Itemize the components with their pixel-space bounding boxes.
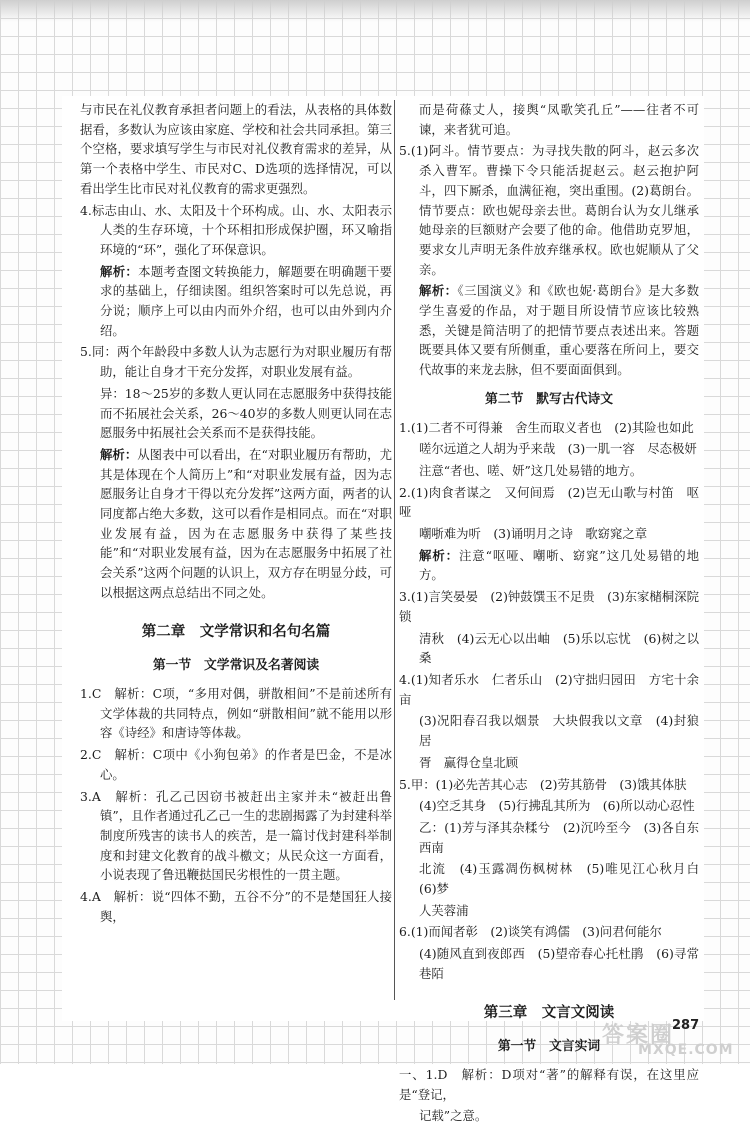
paragraph: 与市民在礼仪教育承担者问题上的看法，从表格的具体数据看，多数认为应该由家庭、学校和社会共同承担。第三个空格，要求填写学生与市民对礼仪教育需求的差异，从第一个表格中学生、市民对C、D选项的选择情况，可以看出学生比市民对礼仪教育的需求更强烈。	[80, 102, 392, 196]
right-column	[399, 100, 712, 1128]
answer-line: (4)空乏其身 (5)行拂乱其所为 (6)所以动心忍性	[419, 798, 695, 814]
answer-line: 嘲哳难为听 (3)诵明月之诗 歌窈窕之章	[419, 526, 648, 542]
chapter-heading: 第三章 文言文阅读	[483, 1004, 615, 1021]
analysis-label: 解析：	[419, 547, 459, 563]
question-4-cont: 而是荷蓧丈人，接舆“凤歌笑孔丘”——往者不可谏，来者犹可追。	[419, 102, 699, 137]
answer-line: (4)随风直到夜郎西 (5)望帝春心托杜鹃 (6)寻常巷陌	[419, 946, 699, 981]
scan-edge-shadow	[0, 0, 750, 22]
answer-5: 5.(1)阿斗。情节要点：为寻找失散的阿斗，赵云多次杀入曹军。曹操下令只能活捉赵云。赵云抱护阿斗，四下厮杀，血满征袍，突出重围。(2)葛朗台。情节要点：欧也妮母亲去世。葛朗台认为女儿继承她母亲的巨额财产会要了他的命。他借助克罗旭，要求女儿声明无条件放弃继承权。欧也妮顺从了父亲。	[399, 143, 699, 277]
answer-line: 嗟尔远道之人胡为乎来哉 (3)一肌一容 尽态极妍	[419, 441, 697, 457]
section-heading: 第二节 默写古代诗文	[485, 391, 613, 407]
question-1: 1.C 解析：C项，“多用对偶，骈散相间”不是前述所有文学体裁的共同特点，例如“骈散相间”就不能用以形容《诗经》和唐诗等体裁。	[80, 685, 392, 741]
watermark-logo	[602, 1018, 742, 1062]
question-4: 4.A 解析：说“四体不勤，五谷不分”的不是楚国狂人接舆，	[80, 889, 392, 924]
answer-line: 一、1.D 解析：D项对“著”的解释有误，在这里应是“登记，	[399, 1066, 699, 1102]
answer-line: 记载”之意。	[419, 1108, 488, 1124]
answer-5-diff: 异：18～25岁的多数人更认同在志愿服务中获得技能而不拓展社会关系，26～40岁的多数人则更认同在志愿服务中拓展社会关系而不是获得技能。	[100, 385, 392, 441]
page-number: 287	[672, 1018, 700, 1033]
answer-line: 4.(1)知者乐水 仁者乐山 (2)守拙归园田 方宅十余亩	[399, 671, 699, 707]
answer-5-same: 5.同：两个年龄段中多数人认为志愿行为对职业履历有帮助，能让自身才干充分发挥，对职业发展有益。	[80, 344, 392, 380]
analysis-text: 《三国演义》和《欧也妮·葛朗台》是大多数学生喜爱的作品，对于题目所设情节应该比较熟悉，关键是简洁明了的把情节要点表述出来。答题既要具体又要有所侧重，重心要落在所问上，要交代故事的来龙去脉，但不要面面俱到。	[419, 283, 699, 378]
left-column	[80, 100, 392, 928]
answer-line: 北流 (4)玉露凋伤枫树林 (5)唯见江心秋月白 (6)梦	[419, 861, 712, 897]
answer-line: 2.(1)肉食者谋之 又何间焉 (2)岂无山歌与村笛 呕哑	[399, 484, 699, 520]
answer-line: (3)况阳春召我以烟景 大块假我以文章 (4)封狼居	[419, 713, 699, 749]
analysis-4	[80, 262, 392, 341]
answer-line: 胥 赢得仓皇北顾	[419, 754, 519, 770]
analysis-text: 本题考查图文转换能力，解题要在明确题干要求的基础上，仔细读图。组织答案时可以先总说，再分说；顺序上可以由内而外介绍，也可以由外到内介绍。	[100, 263, 393, 338]
analysis-5	[80, 445, 392, 603]
section-heading: 第一节 文言实词	[497, 1039, 601, 1055]
answer-line: 乙：(1)芳与泽其杂糅兮 (2)沉吟至今 (3)各自东西南	[419, 819, 699, 855]
answer-line: 人芙蓉浦	[419, 902, 469, 918]
answer-line: 1.(1)二者不可得兼 舍生而取义者也 (2)其险也如此	[399, 419, 694, 435]
question-3: 3.A 解析：孔乙己因窃书被赶出主家并未“被赶出鲁镇”，且作者通过孔乙己一生的悲剧揭露了为封建科举制度所残害的读书人的疾苦，是一篇讨伐封建科举制度和封建文化教育的战斗檄文；从民众这一方面看，小说表现了鲁迅鞭挞国民劣根性的一贯主题。	[80, 788, 392, 883]
answer-4: 4.标志由山、水、太阳及十个环构成。山、水、太阳表示人类的生存环境，十个环相扣形成保护圈，环又喻指环境的“环”，强化了环保意识。	[80, 202, 392, 257]
analysis-label: 解析：	[100, 446, 138, 462]
answer-note: 注意“者也、嗟、妍”这几处易错的地方。	[419, 462, 643, 478]
answer-note	[399, 546, 699, 585]
answer-line: 清秋 (4)云无心以出岫 (5)乐以忘忧 (6)树之以桑	[419, 630, 699, 666]
answer-line: 5.甲：(1)必先苦其心志 (2)劳其筋骨 (3)饿其体肤	[399, 776, 687, 792]
analysis-text: 注意“呕哑、嘲哳、窈窕”这几处易错的地方。	[419, 547, 700, 583]
watermark-text: 答案圈	[602, 1023, 675, 1048]
chapter-heading: 第二章 文学常识和名句名篇	[141, 623, 331, 640]
answer-line: 6.(1)而闻者彰 (2)谈笑有鸿儒 (3)问君何能尔	[399, 924, 662, 940]
analysis-label: 解析：	[419, 283, 458, 299]
watermark-url: MXQE.COM	[638, 1042, 734, 1058]
analysis-text: 从图表中可以看出，在“对职业履历有帮助，尤其是体现在个人简历上”和“对职业发展有益，因为志愿服务让自身才干得以充分发挥”这两方面，两者的认同度都占绝大多数，这可以看作是相同点。而在“对职业发展有益，因为在志愿服务中获得了某些技能”和“对职业发展有益，因为在志愿服务中拓展了社会关系”这两个问题的认识上，双方存在明显分歧，可以根据这两点总结出不同之处。	[100, 446, 392, 600]
analysis-label: 解析：	[100, 263, 139, 279]
answer-line: 3.(1)言笑晏晏 (2)钟鼓馔玉不足贵 (3)东家槠桐深院锁	[399, 589, 699, 624]
analysis-5b	[399, 281, 699, 380]
section-heading: 第一节 文学常识及名著阅读	[152, 658, 320, 674]
question-2: 2.C 解析：C项中《小狗包弟》的作者是巴金，不是冰心。	[80, 747, 392, 782]
column-divider	[394, 100, 395, 1000]
